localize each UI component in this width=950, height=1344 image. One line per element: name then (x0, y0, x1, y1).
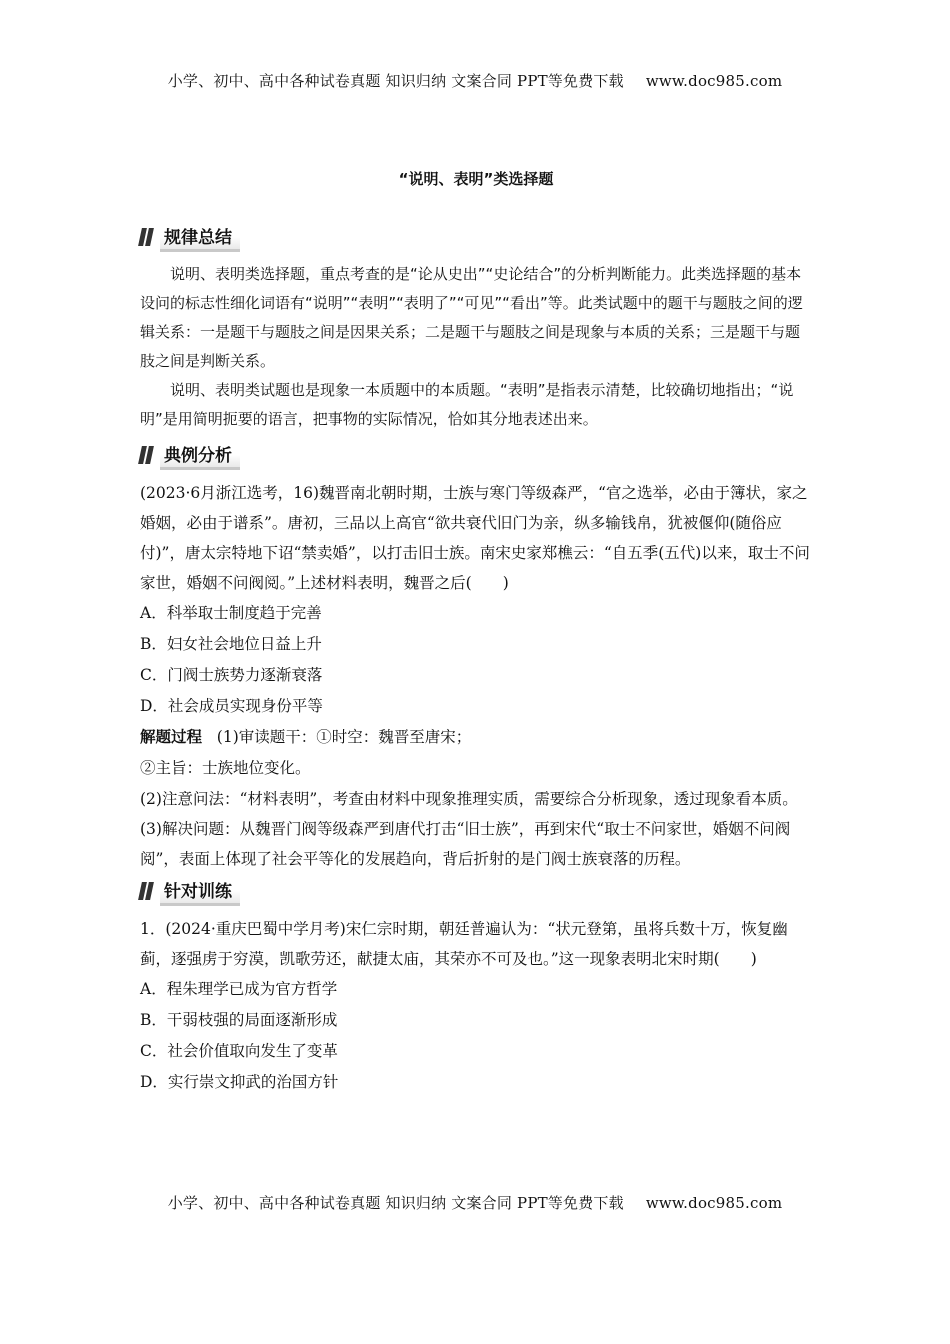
solution-line-3: (2)注意问法：“材料表明”，考查由材料中现象推理实质，需要综合分析现象，透过现象看本质。 (140, 790, 798, 808)
solution-line-2: ②主旨：士族地位变化。 (140, 759, 311, 777)
header-banner-text: 小学、初中、高中各种试卷真题 知识归纳 文案合同 PPT等免费下载 (167, 72, 624, 90)
section-marker-icon (140, 228, 154, 246)
practice-option-a: A．程朱理学已成为官方哲学 (140, 980, 338, 998)
section-heading-practice (140, 878, 812, 904)
footer-banner-url[interactable]: www.doc985.com (645, 1194, 783, 1212)
solution-line-1 (140, 722, 812, 753)
section-heading-label: 典例分析 (160, 440, 240, 470)
rules-paragraph-2: 说明、表明类试题也是现象一本质题中的本质题。“表明”是指表示清楚，比较确切地指出；“说明”是用简明扼要的语言，把事物的实际情况，恰如其分地表述出来。 (140, 381, 794, 428)
section-marker-icon (140, 882, 154, 900)
document-body (140, 168, 812, 1098)
footer-banner (0, 1192, 950, 1213)
section-heading-label: 针对训练 (160, 876, 240, 906)
header-banner (0, 70, 950, 91)
section-marker-icon (140, 446, 154, 464)
solution-text-1: (1)审读题干：①时空：魏晋至唐宋； (216, 728, 472, 746)
solution-label: 解题过程 (140, 728, 203, 746)
practice-question: 1．(2024·重庆巴蜀中学月考)宋仁宗时期，朝廷普遍认为：“状元登第，虽将兵数十万，恢复幽蓟，逐强虏于穷漠，凯歌劳还，献捷太庙，其荣亦不可及也。”这一现象表明北宋时期( ) (140, 920, 788, 968)
section-heading-example (140, 442, 812, 468)
section-heading-label: 规律总结 (160, 222, 240, 252)
header-banner-url[interactable]: www.doc985.com (645, 72, 783, 90)
footer-banner-text: 小学、初中、高中各种试卷真题 知识归纳 文案合同 PPT等免费下载 (167, 1194, 624, 1212)
page-title: “说明、表明”类选择题 (398, 170, 554, 188)
practice-option-c: C．社会价值取向发生了变革 (140, 1042, 338, 1060)
example-option-a: A．科举取士制度趋于完善 (140, 604, 322, 622)
solution-line-4: (3)解决问题：从魏晋门阀等级森严到唐代打击“旧士族”，再到宋代“取士不问家世，婚姻不问阀阅”，表面上体现了社会平等化的发展趋向，背后折射的是门阀士族衰落的历程。 (140, 820, 791, 868)
rules-paragraph-1: 说明、表明类选择题，重点考查的是“论从史出”“史论结合”的分析判断能力。此类选择题的基本设问的标志性细化词语有“说明”“表明”“表明了”“可见”“看出”等。此类试题中的题干与题肢之间的逻辑关系：一是题干与题肢之间是因果关系；二是题干与题肢之间是现象与本质的关系；三是题干与题肢之间是判断关系。 (140, 265, 803, 370)
practice-option-d: D．实行崇文抑武的治国方针 (140, 1073, 339, 1091)
example-option-d: D．社会成员实现身份平等 (140, 697, 323, 715)
example-option-b: B．妇女社会地位日益上升 (140, 635, 322, 653)
example-option-c: C．门阀士族势力逐渐衰落 (140, 666, 323, 684)
practice-option-b: B．干弱枝强的局面逐渐形成 (140, 1011, 338, 1029)
section-heading-rules (140, 224, 812, 250)
example-question: (2023·6月浙江选考，16)魏晋南北朝时期，士族与寒门等级森严，“官之选举，必由于簿状，家之婚姻，必由于谱系”。唐初，三品以上高官“欲共衰代旧门为亲，纵多输钱帛，犹被偃仰(随俗应付)”，唐太宗特地下诏“禁卖婚”，以打击旧士族。南宋史家郑樵云：“自五季(五代)以来，取士不问家世，婚姻不问阀阅。”上述材料表明，魏晋之后( ) (140, 484, 810, 592)
